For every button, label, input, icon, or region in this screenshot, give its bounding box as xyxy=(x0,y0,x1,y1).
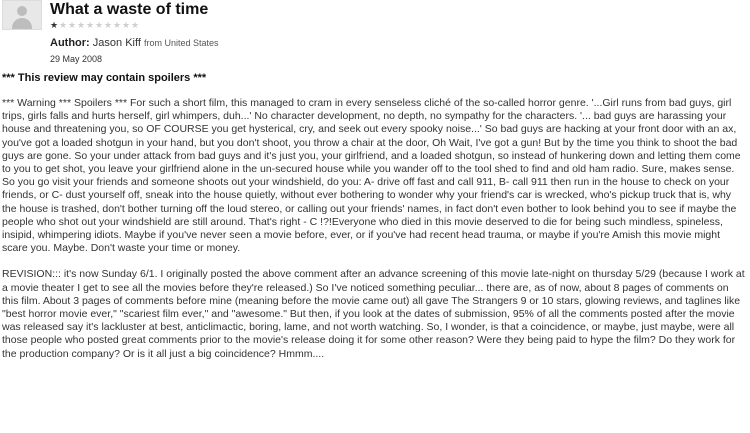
author-line xyxy=(50,37,218,50)
star-rating xyxy=(50,19,139,31)
star-filled-icon: ★ xyxy=(50,20,59,30)
review-paragraph: *** Warning *** Spoilers *** For such a short film, this managed to cram in every senseless cliché of the so-called horror genre. '...Girl runs from bad guys, girl trips, girls falls and hurts herself, girl whimpers, duh...' No character development, no depth, no sympathy for the characters. '... bad guys are harassing your house and threatening you, so OF COURSE you get hysterical, cry, and seek out every spooky noise...' So bad guys are hacking at your front door with an ax, you've got a loaded shotgun in your hand, but you don't shoot, you throw a chair at the door, Oh Wait, I've got a gun! But by the time you think to shoot the bad guys are gone. So your under attack from bad guys and it's just you, your girlfriend, and a loaded shotgun, so instead of hunkering down and letting them come to you to get shot, you leave your girlfriend alone in the un-secured house while you wander off to the tool shed to find and old ham radio. Sure, makes sense. So you go visit your friends and someone shoots out your windshield, do you: A- drive off fast and call 911, B- call 911 then run in the house to check on your friends, or C- dust yourself off, sneak into the house quietly, without ever bothering to wonder why your friend's car is wrecked, who's pickup truck that is, why the house is trashed, don't bother turning off the loud stereo, or calling out your friends' names, in fact don't even bother to look behind you to see if maybe the people who shot out your windshield are still around. That's right - C !?!Everyone who died in this movie deserved to die for being such mindless, spineless, insipid, whimpering idiots. Maybe if you've never seen a movie before, ever, or if you've had recent head trauma, or maybe if you're Amish this movie might scare you. Maybe. Don't waste your time or money. xyxy=(2,97,741,255)
spoiler-warning: *** This review may contain spoilers *** xyxy=(2,72,207,84)
star-empty-icon: ★ xyxy=(59,20,68,30)
star-empty-icon: ★ xyxy=(131,20,140,30)
author-name-link[interactable]: Jason Kiff xyxy=(92,37,141,49)
star-empty-icon: ★ xyxy=(86,20,95,30)
star-empty-icon: ★ xyxy=(122,20,131,30)
star-empty-icon: ★ xyxy=(68,20,77,30)
star-empty-icon: ★ xyxy=(113,20,122,30)
star-empty-icon: ★ xyxy=(104,20,113,30)
star-empty-icon: ★ xyxy=(77,20,86,30)
review-body xyxy=(2,97,746,374)
review-header xyxy=(0,0,750,70)
author-label: Author: xyxy=(50,37,90,49)
star-empty-icon: ★ xyxy=(95,20,104,30)
author-location: from United States xyxy=(143,38,219,48)
review-date: 29 May 2008 xyxy=(50,54,103,64)
avatar xyxy=(2,0,42,30)
review-paragraph: REVISION::: it's now Sunday 6/1. I originally posted the above comment after an advance screening of this movie late-night on thursday 5/29 (because I work at a movie theater I get to see all the movies before they're released.) So I've noticed something peculiar... there are, as of now, about 8 pages of comments on this film. About 3 pages of comments before mine (meaning before the movie came out) all gave The Strangers 9 or 10 stars, glowing reviews, and taglines like "best horror movie ever," "scariest film ever," and "awesome." But then, if you look at the dates of submission, 95% of all the comments posted after the movie was released say it's lackluster at best, anticlimactic, boring, lame, and not worth watching. So, I wonder, is that a coincidence, or maybe, just maybe, were all those people who posted great comments prior to the movie's release doing it for some other reason? Were they being paid to hype the film? Do they work for the production company? Or is it all just a big coincidence? Hmmm.... xyxy=(2,268,745,360)
review-title: What a waste of time xyxy=(50,1,209,18)
